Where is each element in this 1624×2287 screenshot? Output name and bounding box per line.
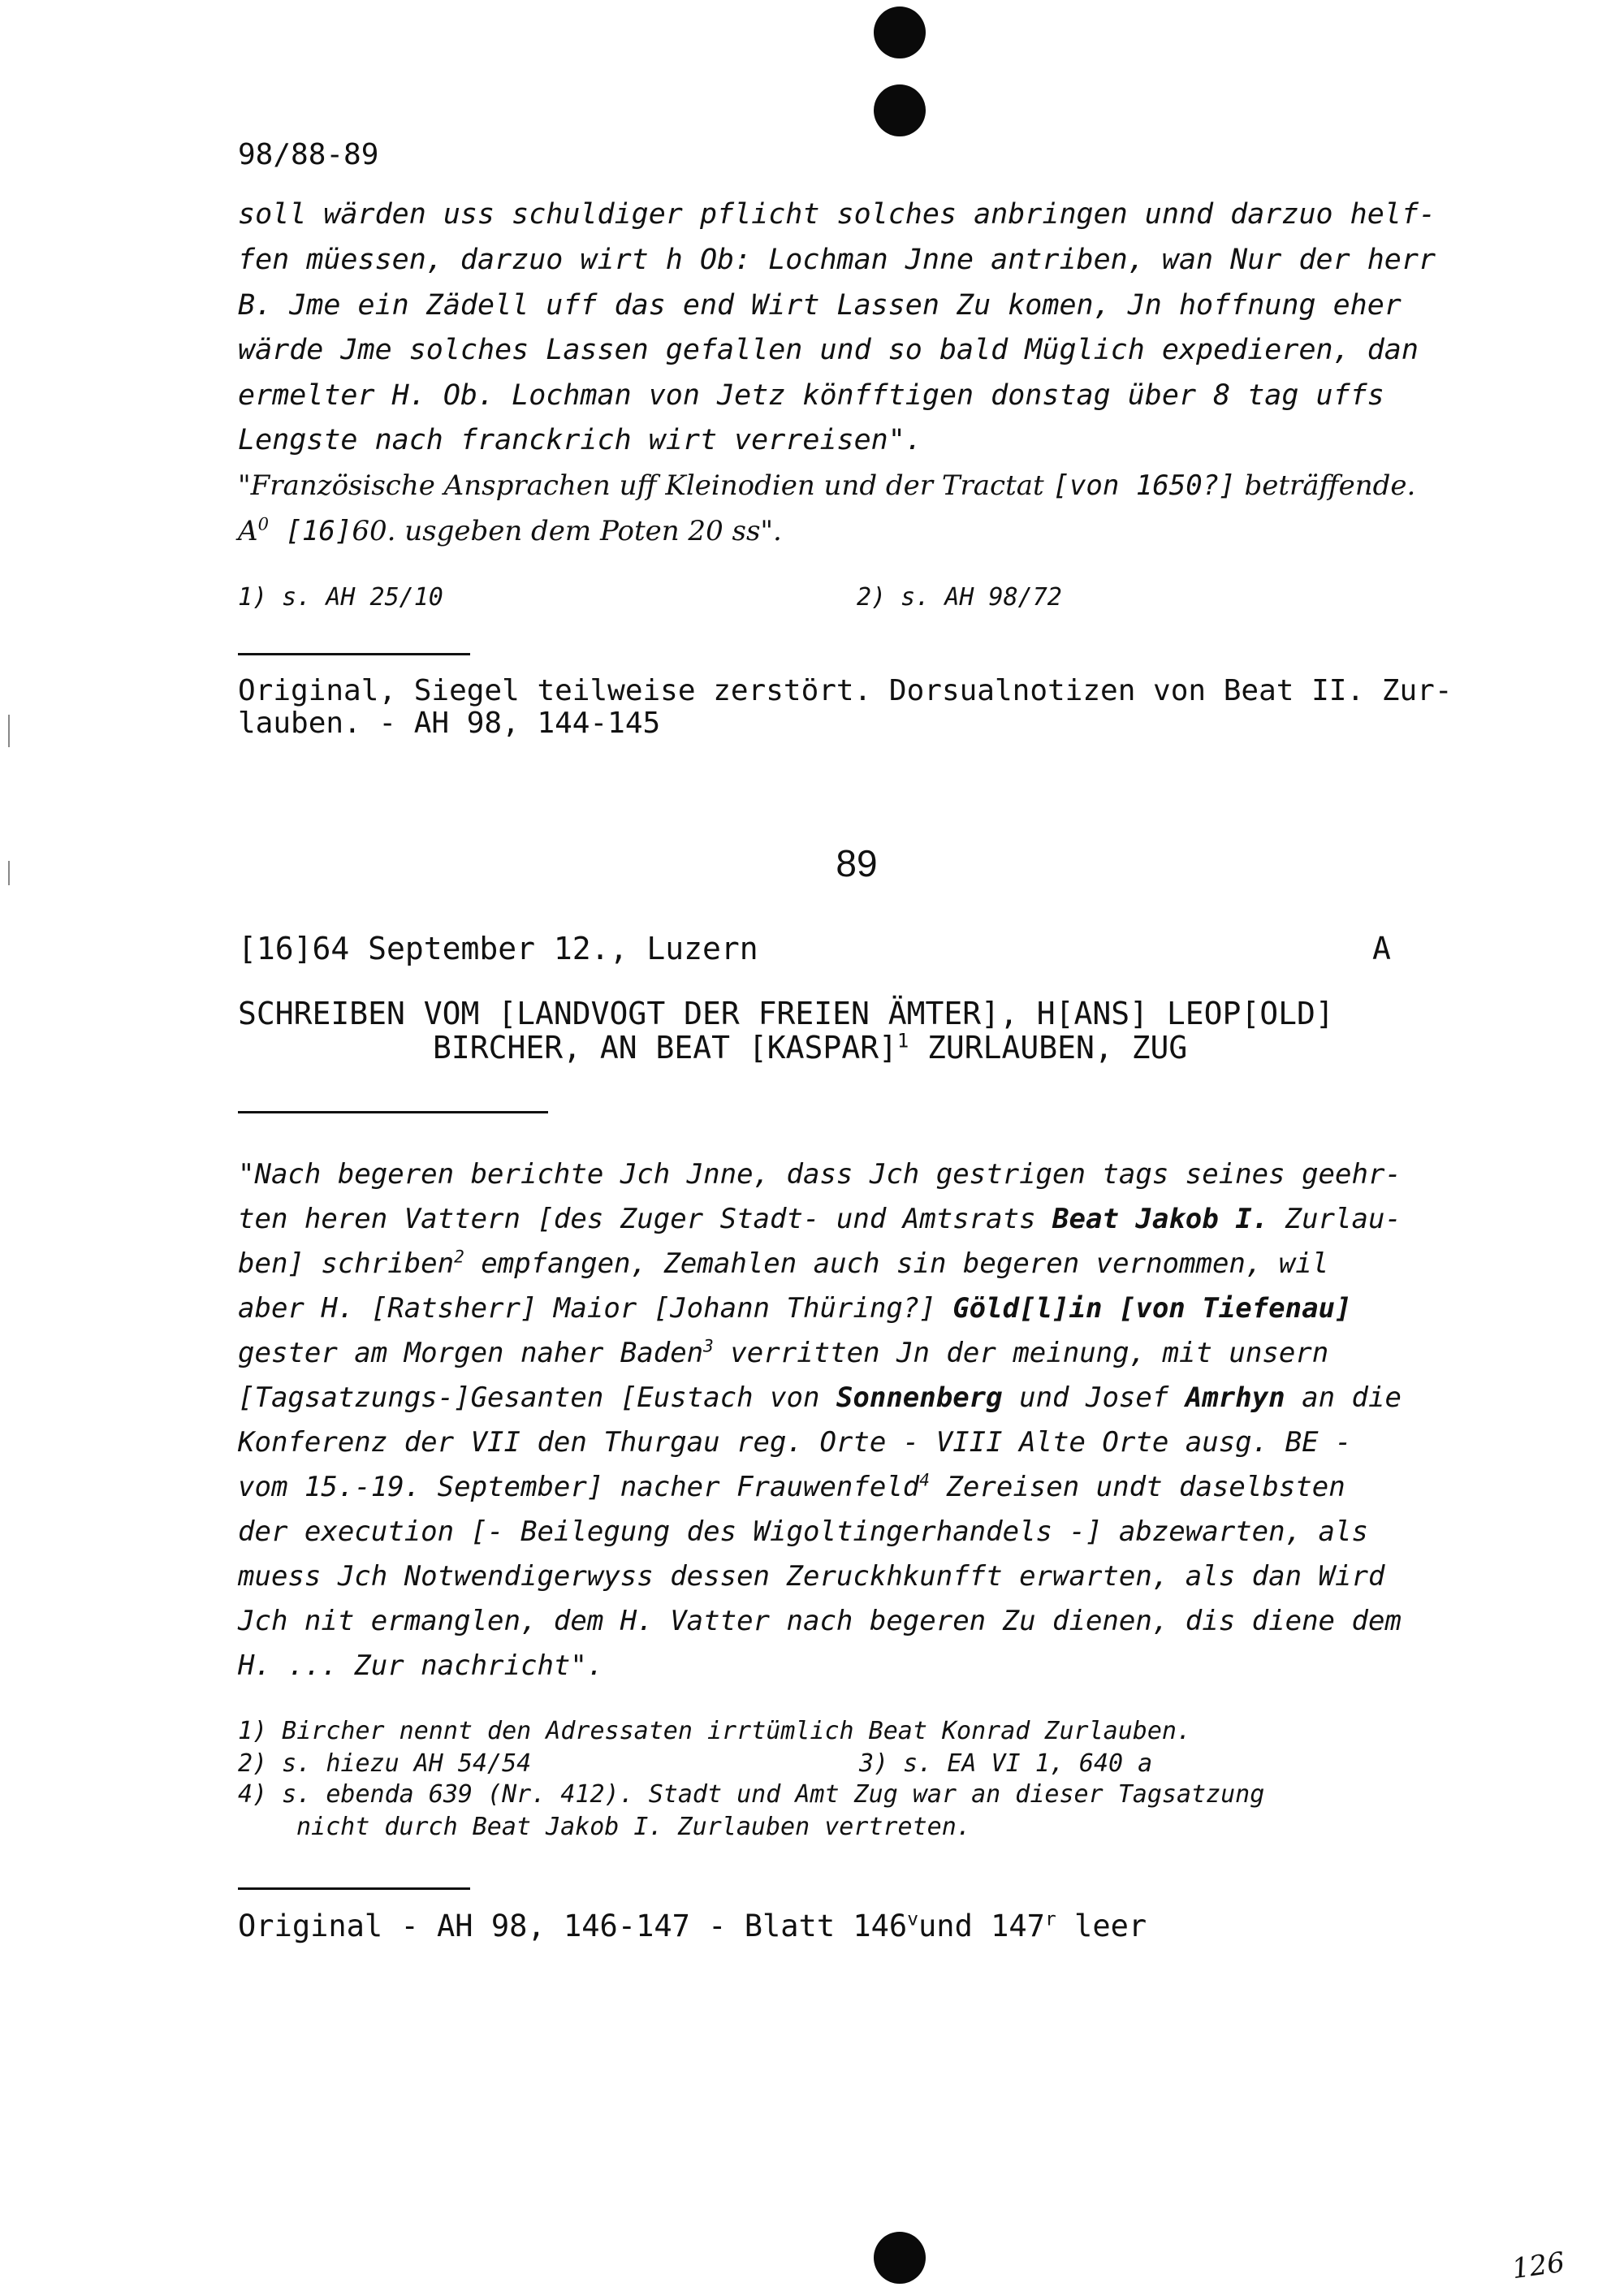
date-place: [16]64 September 12., Luzern <box>238 931 758 966</box>
text-line: soll wärden uss schuldiger pflicht solches anbringen unnd darzuo helf- <box>238 198 1436 231</box>
document-number: 89 <box>836 842 878 884</box>
text-span: gester am Morgen naher Baden <box>238 1337 704 1369</box>
text-span: Zereisen undt daselbsten <box>929 1471 1345 1503</box>
scan-edge-mark <box>8 715 10 747</box>
text-line: "Nach begeren berichte Jch Jnne, dass Jch gestrigen tags seines geehr- <box>238 1158 1402 1191</box>
divider-rule <box>238 653 470 655</box>
text-line <box>238 1203 1402 1235</box>
source-text: und 147 <box>918 1909 1045 1943</box>
text-line <box>238 1381 1402 1414</box>
text-line: der execution [- Beilegung des Wigoltingerhandels -] abzewarten, als <box>238 1515 1368 1548</box>
title-text: BIRCHER, AN BEAT [KASPAR] <box>433 1030 897 1066</box>
footnote-4-continuation: nicht durch Beat Jakob I. Zurlauben vertreten. <box>296 1813 971 1841</box>
text-line <box>238 1337 1328 1369</box>
text-line <box>238 1247 1328 1280</box>
footnote-1: 1) s. AH 25/10 <box>238 583 443 612</box>
text-span: verritten Jn der meinung, mit unsern <box>713 1337 1329 1369</box>
text-span: Zurlau- <box>1268 1203 1402 1235</box>
text-span: aber H. [Ratsherr] Maior [Johann Thüring?] <box>238 1292 953 1325</box>
divider-rule <box>238 1887 470 1890</box>
text-span: [Tagsatzungs-]Gesanten [Eustach von <box>238 1381 836 1414</box>
dorsal-editor-note: [16] <box>268 515 352 547</box>
text-line: B. Jme ein Zädell uff das end Wirt Lassen Zu komen, Jn hoffnung eher <box>238 289 1402 322</box>
text-span: empfangen, Zemahlen auch sin begeren vernommen, wil <box>464 1247 1329 1280</box>
person-name: Göld[l]in [von Tiefenau] <box>952 1292 1352 1325</box>
person-name: Sonnenberg <box>836 1381 1003 1414</box>
text-line: fen müessen, darzuo wirt h Ob: Lochman Jnne antriben, wan Nur der herr <box>238 244 1436 276</box>
verso-mark: v <box>907 1909 919 1930</box>
person-name: Amrhyn <box>1185 1381 1285 1414</box>
footnote-4: 4) s. ebenda 639 (Nr. 412). Stadt und Amt Zug war an dieser Tagsatzung <box>238 1780 1265 1809</box>
footnote-2: 2) s. hiezu AH 54/54 <box>238 1749 532 1778</box>
text-line: wärde Jme solches Lassen gefallen und so bald Müglich expedieren, dan <box>238 334 1419 366</box>
source-text: Original - AH 98, 146-147 - Blatt 146 <box>238 1909 908 1943</box>
divider-rule <box>238 1111 548 1113</box>
dorsal-handwritten-text: A <box>238 515 258 547</box>
person-name: Beat Jakob I. <box>1052 1203 1269 1235</box>
punch-hole-bottom <box>874 2232 926 2284</box>
text-line <box>238 1471 1345 1503</box>
dorsal-handwritten-text: beträffende. <box>1235 469 1416 502</box>
scan-edge-mark <box>8 861 10 885</box>
dorsal-superscript: 0 <box>257 513 269 534</box>
footnote-1: 1) Bircher nennt den Adressaten irrtümlich Beat Konrad Zurlauben. <box>238 1717 1191 1745</box>
footnote-3: 3) s. EA VI 1, 640 a <box>859 1749 1153 1778</box>
footnote-2: 2) s. AH 98/72 <box>857 583 1062 612</box>
dorsal-handwritten-text: "Französische Ansprachen uff Kleinodien und der Tractat <box>238 469 1053 502</box>
source-text: leer <box>1056 1909 1147 1943</box>
text-line: Jch nit ermanglen, dem H. Vatter nach begeren Zu dienen, dis diene dem <box>238 1605 1402 1637</box>
source-note-line-1: Original, Siegel teilweise zerstört. Dorsualnotizen von Beat II. Zur- <box>238 674 1453 707</box>
source-note <box>238 1909 1147 1943</box>
dorsal-editor-note: [von 1650?] <box>1052 469 1236 502</box>
text-line <box>238 1292 1351 1325</box>
page-reference: 98/88-89 <box>238 138 379 171</box>
footnote-mark: 2 <box>454 1246 464 1267</box>
source-note-line-2: lauben. - AH 98, 144-145 <box>238 707 661 740</box>
footnote-mark: 3 <box>703 1335 714 1356</box>
dorsal-note-line-1 <box>238 469 1415 502</box>
dorsal-handwritten-text: 60. usgeben dem Poten 20 ss". <box>352 515 782 547</box>
text-span: und Josef <box>1002 1381 1186 1414</box>
text-span: vom 15.-19. September] nacher Frauwenfeld <box>238 1471 920 1503</box>
document-title-line-1: SCHREIBEN VOM [LANDVOGT DER FREIEN ÄMTER], H[ANS] LEOP[OLD] <box>238 996 1334 1031</box>
recto-mark: r <box>1044 1909 1056 1930</box>
text-span: ben] schriben <box>238 1247 455 1280</box>
title-text: ZURLAUBEN, ZUG <box>909 1030 1188 1066</box>
text-line: Konferenz der VII den Thurgau reg. Orte - VIII Alte Orte ausg. BE - <box>238 1426 1352 1459</box>
page-number: 126 <box>1510 2246 1567 2286</box>
dorsal-note-line-2 <box>238 515 782 547</box>
punch-hole-top-2 <box>874 84 926 136</box>
text-line: ermelter H. Ob. Lochman von Jetz könfftigen donstag über 8 tag uffs <box>238 379 1384 412</box>
text-line: muess Jch Notwendigerwyss dessen Zeruckhkunfft erwarten, als dan Wird <box>238 1560 1385 1593</box>
document-title-line-2 <box>433 1030 1187 1066</box>
text-span: ten heren Vattern [des Zuger Stadt- und Amtsrats <box>238 1203 1053 1235</box>
footnote-mark: 4 <box>919 1469 930 1490</box>
text-span: an die <box>1285 1381 1402 1414</box>
letter-code: A <box>1372 931 1391 966</box>
text-line: H. ... Zur nachricht". <box>238 1649 604 1682</box>
text-line: Lengste nach franckrich wirt verreisen". <box>238 424 922 456</box>
title-footnote-mark: 1 <box>896 1029 909 1053</box>
punch-hole-top-1 <box>874 6 926 58</box>
